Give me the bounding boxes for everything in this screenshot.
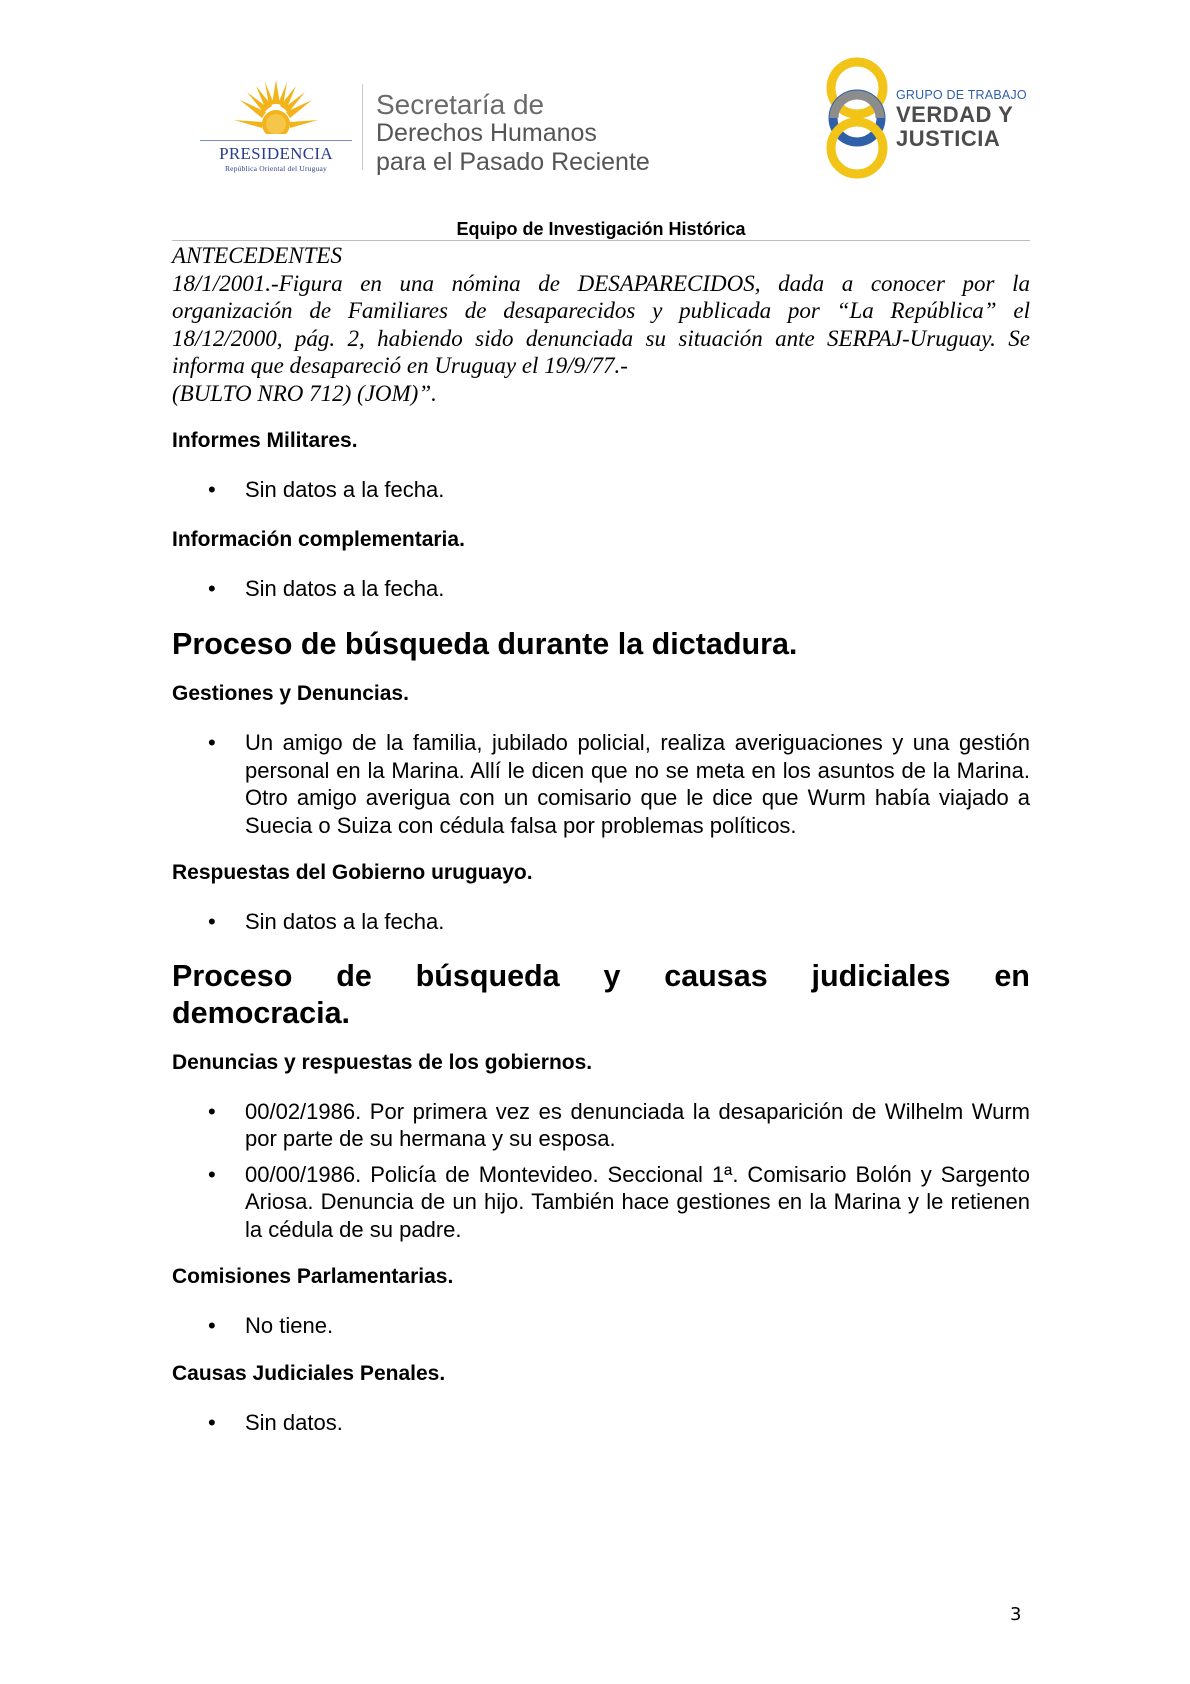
subsection-heading-comisiones: Comisiones Parlamentarias.: [172, 1265, 454, 1288]
informes-militares-list: [172, 476, 1030, 504]
list-item-text: Sin datos a la fecha.: [245, 575, 445, 601]
justicia-label: JUSTICIA: [896, 126, 1001, 151]
sun-emblem-icon: [234, 78, 318, 138]
section-heading-informes-militares: Informes Militares.: [172, 429, 358, 452]
grupo-de-trabajo-label: GRUPO DE TRABAJO: [896, 88, 1027, 102]
denuncias-list: [172, 1098, 1030, 1244]
list-item: [172, 908, 1030, 936]
democracia-heading-line-1: [172, 958, 1030, 995]
list-item-text: 00/02/1986. Por primera vez es denunciada la desaparición de Wilhelm Wurm por parte de su hermana y su esposa.: [245, 1098, 1030, 1151]
bullet-icon: •: [208, 1161, 216, 1187]
list-item-text: Sin datos a la fecha.: [245, 909, 445, 934]
heading-word: y: [603, 958, 621, 993]
presidencia-subtitle: República Oriental del Uruguay: [224, 164, 327, 173]
list-item: [172, 476, 1030, 504]
secretaria-logo-text: [376, 90, 650, 177]
list-item-text: No tiene.: [245, 1313, 334, 1338]
antecedentes-paragraph: 18/1/2001.-Figura en una nómina de DESAPARECIDOS, dada a conocer por la organización de Familiares de desaparecidos y publicada por “La República” el 18/12/2000, pág. 2, habiendo sido denunciada su situación ante SERPAJ-Uruguay. Se informa que desapareció en Uruguay el 19/9/77.-: [172, 270, 1030, 378]
list-item: [172, 1409, 1030, 1437]
page-number: 3: [1010, 1604, 1022, 1625]
list-item: [172, 1161, 1030, 1244]
bullet-icon: •: [208, 1098, 216, 1124]
heading-word: judiciales: [811, 958, 951, 993]
secretaria-line-3: para el Pasado Reciente: [376, 148, 650, 176]
secretaria-line-1: Secretaría de: [376, 89, 545, 120]
bullet-icon: •: [208, 1409, 216, 1435]
list-item-text: Un amigo de la familia, jubilado policial, realiza averiguaciones y una gestión personal en la Marina. Allí le dicen que no se meta en los asuntos de la Marina. Otro amigo averigua con un comisario que le dice que Wurm había viajado a Suecia o Suiza con cédula falsa por problemas políticos.: [245, 730, 1030, 838]
subsection-heading-denuncias: Denuncias y respuestas de los gobiernos.: [172, 1050, 593, 1074]
section-heading-informacion-complementaria: Información complementaria.: [172, 527, 465, 551]
presidencia-logo: [196, 78, 356, 176]
presidencia-name: PRESIDENCIA: [219, 144, 333, 163]
antecedentes-closing: (BULTO NRO 712) (JOM)”.: [172, 380, 437, 406]
subsection-heading-causas: Causas Judiciales Penales.: [172, 1361, 446, 1385]
verdad-label: VERDAD Y: [896, 102, 1014, 127]
heading-word: causas: [664, 958, 768, 993]
heading-word: en: [994, 958, 1030, 993]
subsection-heading-respuestas: Respuestas del Gobierno uruguayo.: [172, 861, 533, 884]
header-rule: [172, 240, 1030, 241]
interlocking-rings-icon: [820, 56, 894, 180]
bullet-icon: •: [208, 730, 216, 755]
list-item-text: Sin datos.: [245, 1409, 343, 1435]
list-item-text: 00/00/1986. Policía de Montevideo. Seccional 1ª. Comisario Bolón y Sargento Ariosa. Denuncia de un hijo. También hace gestiones en la Marina y le retienen la cédula de su padre.: [245, 1161, 1030, 1242]
list-item: [172, 1098, 1030, 1153]
heading-word: búsqueda: [415, 958, 560, 993]
gestiones-list: [172, 729, 1030, 839]
list-item-text: Sin datos a la fecha.: [245, 477, 445, 502]
causas-list: [172, 1409, 1030, 1437]
heading-word: de: [336, 958, 372, 993]
verdad-justicia-logo: [820, 56, 1030, 180]
antecedentes-block: [172, 242, 1030, 407]
bullet-icon: •: [208, 1313, 216, 1338]
list-item: [172, 729, 1030, 839]
team-heading: Equipo de Investigación Histórica: [456, 219, 746, 239]
bullet-icon: •: [208, 477, 216, 502]
section-heading-democracia: [172, 958, 1030, 1032]
bullet-icon: •: [208, 575, 216, 601]
section-heading-dictadura: Proceso de búsqueda durante la dictadura.: [172, 627, 798, 661]
list-item: [172, 575, 1030, 603]
presidencia-rule: [200, 140, 352, 141]
subsection-heading-gestiones: Gestiones y Denuncias.: [172, 682, 409, 705]
secretaria-line-2: Derechos Humanos: [376, 119, 597, 147]
heading-word: Proceso: [172, 958, 293, 993]
comisiones-list: [172, 1312, 1030, 1340]
document-body: [172, 242, 1030, 1436]
bullet-icon: •: [208, 909, 216, 934]
informacion-complementaria-list: [172, 575, 1030, 603]
antecedentes-title: ANTECEDENTES: [172, 243, 342, 268]
list-item: [172, 1312, 1030, 1340]
logo-divider: [362, 84, 363, 170]
democracia-heading-line-2: democracia.: [172, 995, 351, 1030]
respuestas-list: [172, 908, 1030, 936]
